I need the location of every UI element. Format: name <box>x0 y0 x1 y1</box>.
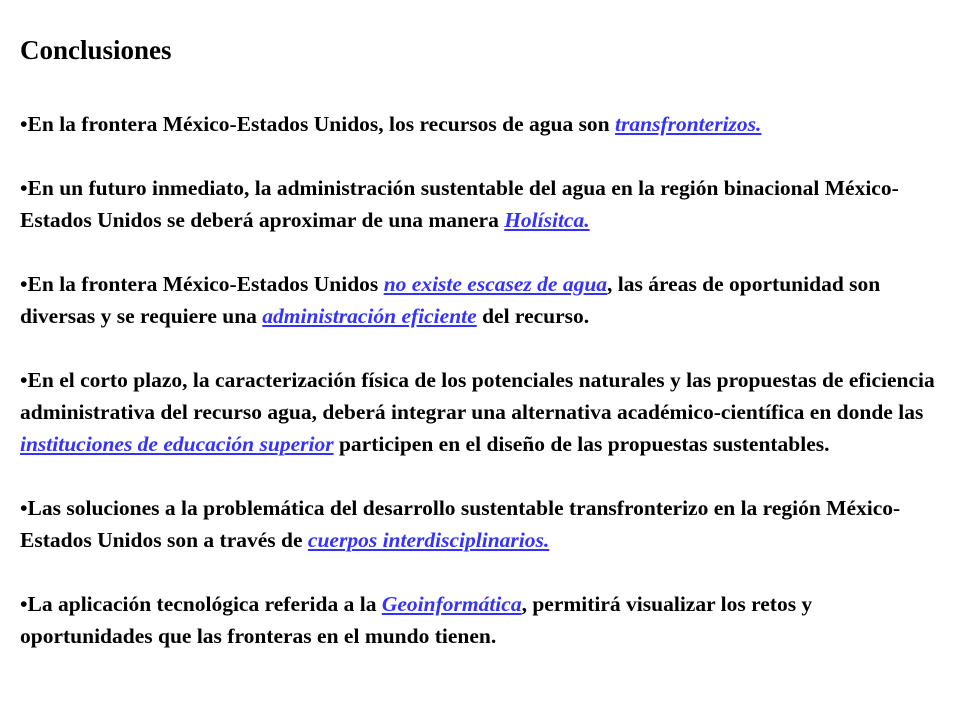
slide-title: Conclusiones <box>20 35 172 65</box>
bullet-item <box>20 268 945 332</box>
bullet-text: •En un futuro inmediato, la administración sustentable del agua en la región binacional México-Estados Unidos se deberá aproximar de una manera <box>20 176 899 232</box>
link-holisitca[interactable]: Holísitca. <box>504 208 590 232</box>
bullet-text: •Las soluciones a la problemática del desarrollo sustentable transfronterizo en la región México-Estados Unidos son a través de <box>20 496 901 552</box>
link-instituciones-educacion-superior[interactable]: instituciones de educación superior <box>20 432 334 456</box>
link-geoinformatica[interactable]: Geoinformática <box>381 592 522 616</box>
link-no-existe-escasez[interactable]: no existe escasez de agua <box>383 272 608 296</box>
bullet-text: •En el corto plazo, la caracterización física de los potenciales naturales y las propuestas de eficiencia administrativa del recurso agua, deberá integrar una alternativa académico-científica en donde las <box>20 368 935 424</box>
bullet-text: •La aplicación tecnológica referida a la <box>20 592 382 616</box>
link-cuerpos-interdisciplinarios[interactable]: cuerpos interdisciplinarios. <box>307 528 550 552</box>
bullet-item <box>20 172 945 236</box>
bullet-text: •En la frontera México-Estados Unidos, los recursos de agua son <box>20 112 616 136</box>
bullet-text: participen en el diseño de las propuestas sustentables. <box>333 432 830 456</box>
bullet-list <box>20 108 945 652</box>
bullet-text: , permitirá visualizar los retos y oportunidades que las fronteras en el mundo tienen. <box>20 592 813 648</box>
link-administracion-eficiente[interactable]: administración eficiente <box>262 304 477 328</box>
bullet-item <box>20 588 945 652</box>
slide <box>20 30 945 652</box>
bullet-text: del recurso. <box>476 304 590 328</box>
bullet-item <box>20 364 945 460</box>
bullet-text: •En la frontera México-Estados Unidos <box>20 272 384 296</box>
link-transfronterizos[interactable]: transfronterizos. <box>615 112 762 136</box>
bullet-text: , las áreas de oportunidad son diversas y se requiere una <box>20 272 881 328</box>
bullet-item <box>20 108 945 140</box>
bullet-item <box>20 492 945 556</box>
